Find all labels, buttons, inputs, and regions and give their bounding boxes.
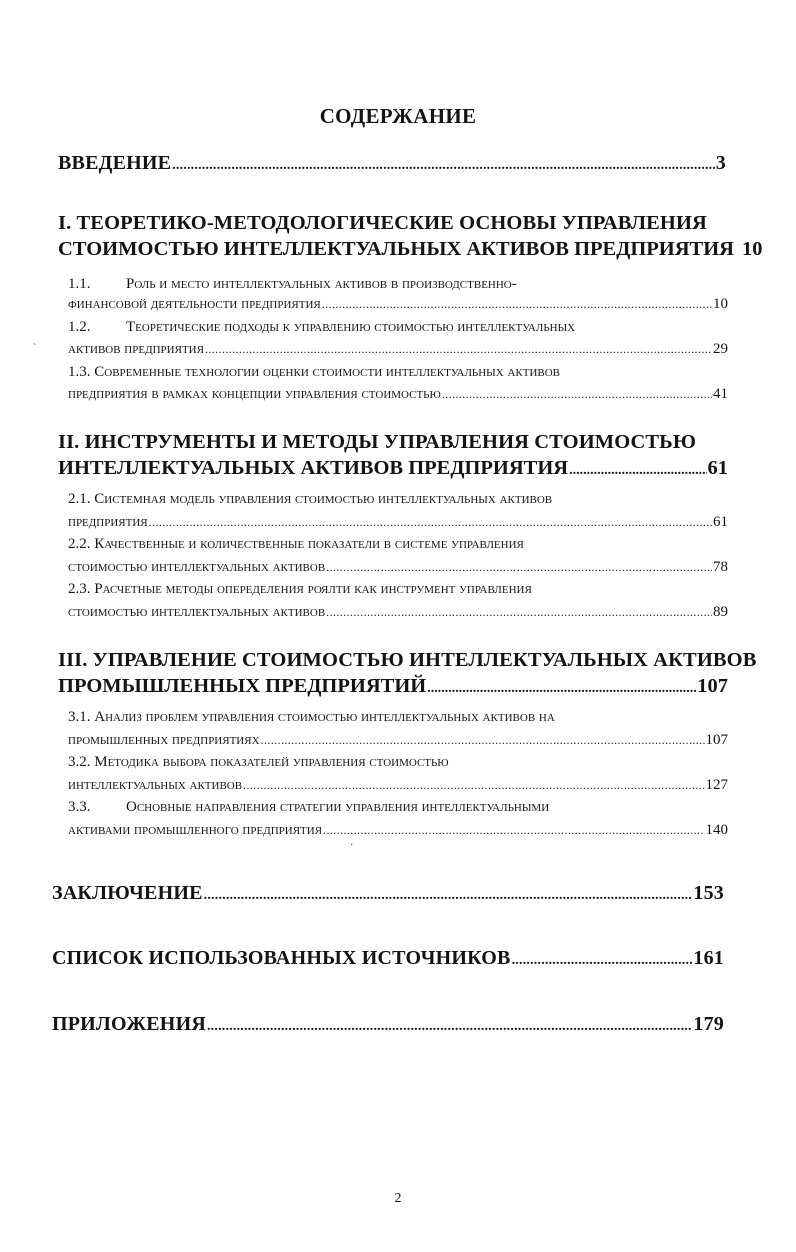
dot-leader bbox=[205, 342, 712, 357]
toc-entry-label: ЗАКЛЮЧЕНИЕ bbox=[52, 882, 203, 904]
section-title-line2: предприятия bbox=[68, 514, 148, 530]
section-3-3-line1 bbox=[68, 799, 728, 816]
toc-entry-section-3-3[interactable] bbox=[68, 822, 728, 839]
section-number: 3.3. bbox=[68, 799, 91, 815]
toc-page-number: 78 bbox=[713, 559, 728, 575]
toc-entry-section-2-2[interactable] bbox=[68, 559, 728, 576]
section-title-line2: интеллектуальных активов bbox=[68, 777, 243, 793]
section-title-line2: активами промышленного предприятия bbox=[68, 822, 323, 838]
dot-leader bbox=[427, 681, 696, 697]
toc-entry-appendix[interactable] bbox=[52, 1013, 724, 1036]
toc-page-number: 140 bbox=[705, 822, 728, 838]
toc-page-number: 10 bbox=[741, 238, 763, 260]
toc-page-number: 153 bbox=[693, 882, 724, 904]
section-2-2-line1 bbox=[68, 536, 728, 553]
page-number: 2 bbox=[394, 1191, 402, 1206]
section-number: 1.1. bbox=[68, 276, 91, 292]
section-number: 3.2. bbox=[68, 754, 91, 770]
dot-leader bbox=[322, 297, 712, 312]
section-number: 2.2. bbox=[68, 536, 91, 552]
toc-page-number: 179 bbox=[693, 1013, 724, 1035]
toc-page-number: 41 bbox=[713, 386, 728, 402]
section-title-line1: Расчетные методы опеределения роялти как инструмент управления bbox=[94, 581, 532, 597]
section-3-1-line1 bbox=[68, 709, 728, 726]
dot-leader bbox=[512, 953, 693, 969]
section-title-line2: промышленных предприятиях bbox=[68, 732, 260, 748]
toc-entry-section-3-1[interactable] bbox=[68, 732, 728, 749]
dot-leader bbox=[569, 463, 706, 479]
toc-page-number: 89 bbox=[713, 604, 728, 620]
dot-leader bbox=[172, 158, 715, 174]
section-title-line1: Качественные и количественные показатели в системе управления bbox=[94, 536, 524, 552]
chapter-3-title-line1: III. УПРАВЛЕНИЕ СТОИМОСТЬЮ ИНТЕЛЛЕКТУАЛЬНЫХ АКТИВОВ bbox=[58, 649, 757, 671]
section-2-1-line1 bbox=[68, 491, 728, 508]
toc-entry-section-1-2[interactable] bbox=[68, 341, 728, 358]
chapter-2-title-line2: ИНТЕЛЛЕКТУАЛЬНЫХ АКТИВОВ ПРЕДПРИЯТИЯ bbox=[58, 457, 569, 479]
dot-leader bbox=[207, 1019, 692, 1035]
toc-page-number: 107 bbox=[705, 732, 728, 748]
section-number: 2.3. bbox=[68, 581, 91, 597]
section-title-line1: Современные технологии оценки стоимости интеллектуальных активов bbox=[94, 364, 561, 380]
dot-leader bbox=[261, 733, 705, 748]
toc-entry-section-2-1[interactable] bbox=[68, 514, 728, 531]
toc-entry-label: ВВЕДЕНИЕ bbox=[58, 152, 172, 174]
toc-page-number: 3 bbox=[715, 152, 726, 174]
dot-leader bbox=[326, 560, 712, 575]
toc-entry-label: СПИСОК ИСПОЛЬЗОВАННЫХ ИСТОЧНИКОВ bbox=[52, 947, 511, 969]
chapter-1-title-line1: I. ТЕОРЕТИКО-МЕТОДОЛОГИЧЕСКИЕ ОСНОВЫ УПРАВЛЕНИЯ bbox=[58, 212, 707, 234]
dot-leader bbox=[323, 823, 704, 838]
section-number: 1.3. bbox=[68, 364, 91, 380]
section-1-3-line1 bbox=[68, 364, 728, 381]
section-number: 1.2. bbox=[68, 319, 91, 335]
toc-page-number: 127 bbox=[705, 777, 728, 793]
section-title-line1: Методика выбора показателей управления стоимостью bbox=[94, 754, 449, 770]
section-title-line2: предприятия в рамках концепции управления стоимостью bbox=[68, 386, 441, 402]
dot-leader bbox=[149, 515, 712, 530]
toc-page-number: 10 bbox=[713, 296, 728, 312]
section-number: 2.1. bbox=[68, 491, 91, 507]
toc-entry-section-3-2[interactable] bbox=[68, 777, 728, 794]
toc-page-number: 61 bbox=[713, 514, 728, 530]
section-title-line2: стоимостью интеллектуальных активов bbox=[68, 604, 326, 620]
section-number: 3.1. bbox=[68, 709, 91, 725]
chapter-3-title-line2: ПРОМЫШЛЕННЫХ ПРЕДПРИЯТИЙ bbox=[58, 675, 427, 697]
toc-page-number: 161 bbox=[693, 947, 724, 969]
dot-leader bbox=[326, 605, 712, 620]
section-title-line1: Анализ проблем управления стоимостью интеллектуальных активов на bbox=[94, 709, 555, 725]
toc-entry-label: ПРИЛОЖЕНИЯ bbox=[52, 1013, 206, 1035]
toc-entry-chapter-3[interactable] bbox=[58, 675, 728, 698]
section-title-line2: активов предприятия bbox=[68, 341, 204, 357]
toc-entry-chapter-1[interactable] bbox=[58, 238, 763, 261]
section-1-1-line1 bbox=[68, 276, 728, 293]
dot-leader bbox=[442, 387, 712, 402]
toc-entry-section-1-3[interactable] bbox=[68, 386, 728, 403]
section-title-line1: Системная модель управления стоимостью интеллектуальных активов bbox=[94, 491, 553, 507]
section-1-2-line1 bbox=[68, 319, 728, 336]
scan-speck: · bbox=[350, 840, 354, 851]
section-2-3-line1 bbox=[68, 581, 728, 598]
chapter-2-title-line1: II. ИНСТРУМЕНТЫ И МЕТОДЫ УПРАВЛЕНИЯ СТОИМОСТЬЮ bbox=[58, 431, 697, 453]
section-title-line2: финансовой деятельности предприятия bbox=[68, 296, 321, 312]
toc-entry-section-2-3[interactable] bbox=[68, 604, 728, 621]
toc-entry-intro[interactable] bbox=[58, 152, 726, 175]
section-title-line1: Теоретические подходы к управлению стоимостью интеллектуальных bbox=[126, 319, 576, 335]
toc-page-number: 61 bbox=[707, 457, 728, 479]
toc-entry-sources[interactable] bbox=[52, 947, 724, 970]
dot-leader bbox=[243, 778, 704, 793]
toc-entry-chapter-2[interactable] bbox=[58, 457, 728, 480]
scan-speck: ` bbox=[33, 343, 37, 354]
section-3-2-line1 bbox=[68, 754, 728, 771]
toc-entry-conclusion[interactable] bbox=[52, 882, 724, 905]
dot-leader bbox=[204, 888, 693, 904]
toc-entry-section-1-1[interactable] bbox=[68, 296, 728, 313]
toc-page-number: 29 bbox=[713, 341, 728, 357]
section-title-line1: Роль и место интеллектуальных активов в производственно- bbox=[126, 276, 517, 292]
section-title-line1: Основные направления стратегии управления интеллектуальными bbox=[126, 799, 550, 815]
chapter-1-title-line2: СТОИМОСТЬЮ ИНТЕЛЛЕКТУАЛЬНЫХ АКТИВОВ ПРЕДПРИЯТИЯ bbox=[58, 238, 734, 260]
section-title-line2: стоимостью интеллектуальных активов bbox=[68, 559, 326, 575]
page-title: СОДЕРЖАНИЕ bbox=[319, 104, 477, 128]
toc-page-number: 107 bbox=[697, 675, 728, 697]
